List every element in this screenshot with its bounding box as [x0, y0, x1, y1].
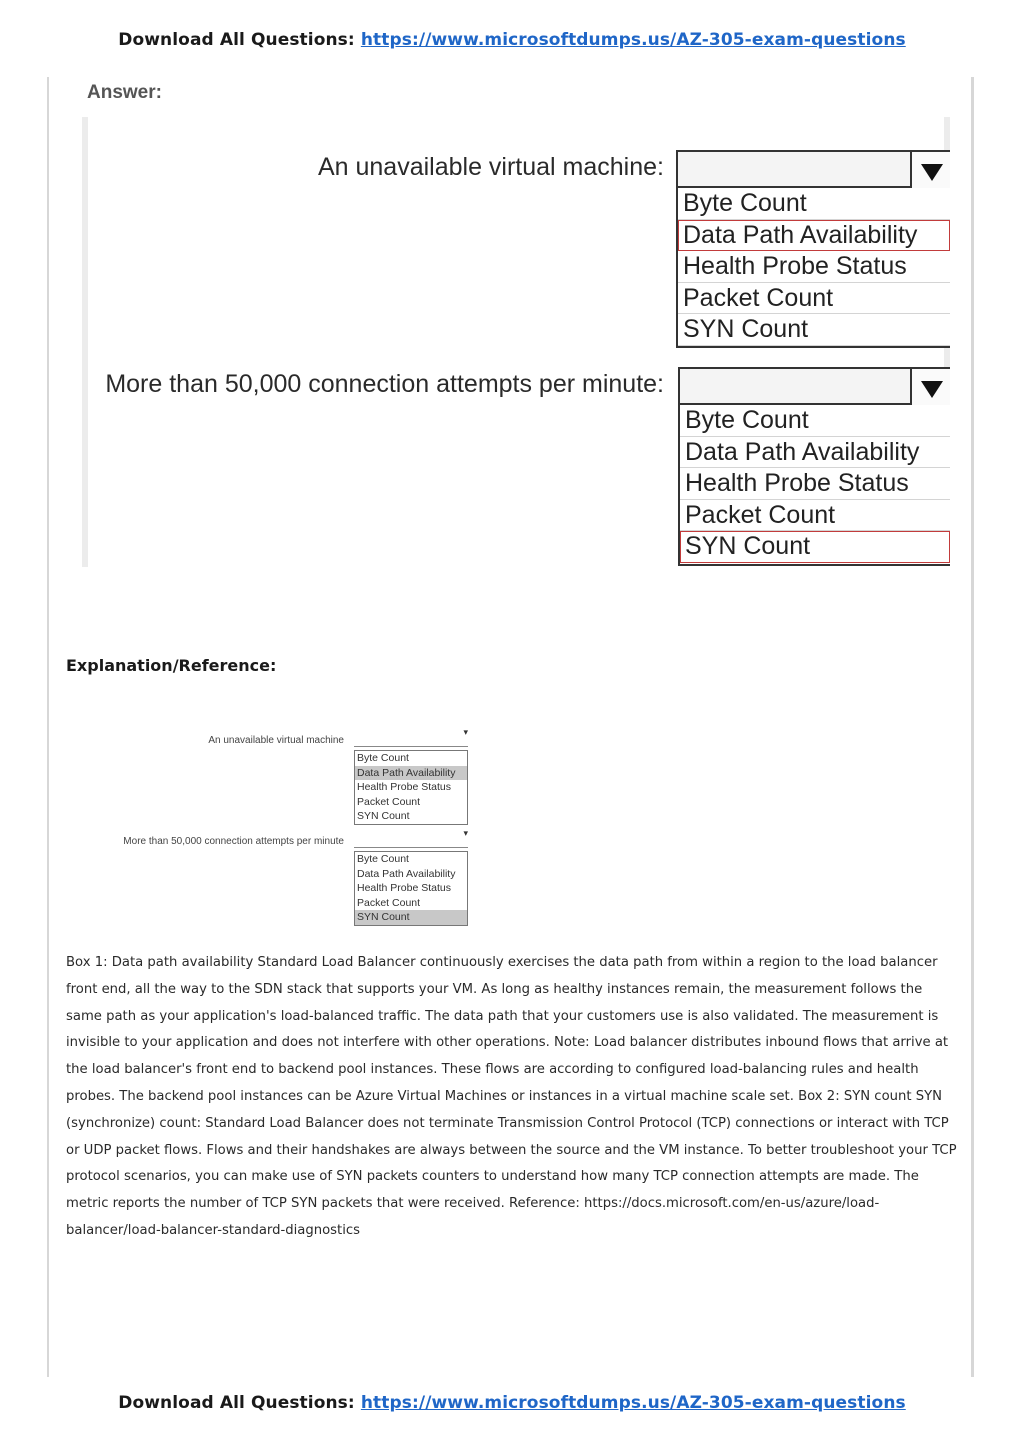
option-syn-count[interactable]: SYN Count	[678, 314, 950, 346]
right-border	[971, 77, 974, 1377]
chevron-down-icon[interactable]	[910, 369, 950, 405]
explanation-question-2-dropdown	[354, 832, 468, 848]
option-syn-count-selected: SYN Count	[355, 910, 467, 925]
explanation-image	[82, 727, 472, 927]
explanation-question-1-dropdown	[354, 731, 468, 747]
option-packet-count[interactable]: Packet Count	[678, 283, 950, 315]
question-2-dropdown[interactable]	[678, 367, 950, 405]
option-byte-count[interactable]: Byte Count	[678, 188, 950, 220]
explanation-text: Box 1: Data path availability Standard Load Balancer continuously exercises the data path from within a region to the load balancer front end, all the way to the SDN stack that supports your VM. As long as healthy instances remain, the measurement follows the same path as your application's load-balanced traffic. The data path that your customers use is also validated. The measurement is invisible to your application and does not interfere with other operations. Note: Load balancer distributes inbound flows that arrive at the load balancer's front end to backend pool instances. These flows are according to configured load-balancing rules and health probes. The backend pool instances can be Azure Virtual Machines or instances in a virtual machine scale set. Box 2: SYN count SYN (synchronize) count: Standard Load Balancer does not terminate Transmission Control Protocol (TCP) connections or interact with TCP or UDP packet flows. Flows and their handshakes are always between the source and the VM instance. To better troubleshoot your TCP protocol scenarios, you can make use of SYN packets counters to understand how many TCP connection attempts are made. The metric reports the number of TCP SYN packets that were received. Reference: https://docs.microsoft.com/en-us/azure/load-balancer/load-balancer-standard-diagnostics	[66, 955, 957, 1238]
page-header	[0, 30, 1024, 50]
header-download-link[interactable]: https://www.microsoftdumps.us/AZ-305-exam-questions	[360, 30, 906, 50]
page-footer	[0, 1393, 1024, 1413]
option-health-probe-status[interactable]: Health Probe Status	[678, 251, 950, 283]
header-prefix: Download All Questions:	[118, 30, 355, 50]
footer-prefix: Download All Questions:	[118, 1393, 355, 1413]
question-1-label: An unavailable virtual machine:	[317, 153, 664, 181]
option-packet-count: Packet Count	[357, 795, 421, 808]
option-health-probe-status: Health Probe Status	[357, 882, 451, 895]
explanation-question-1-label: An unavailable virtual machine	[208, 735, 344, 746]
option-data-path-availability-selected[interactable]: Data Path Availability	[678, 220, 950, 252]
chevron-down-icon[interactable]	[910, 152, 950, 188]
explanation-question-1-options	[354, 750, 468, 825]
option-packet-count[interactable]: Packet Count	[680, 500, 950, 532]
left-border	[47, 77, 49, 1377]
explanation-question-2-label: More than 50,000 connection attempts per minute	[123, 836, 344, 847]
option-health-probe-status[interactable]: Health Probe Status	[680, 468, 950, 500]
answer-image	[82, 117, 950, 567]
option-data-path-availability: Data Path Availability	[357, 867, 456, 880]
answer-label: Answer:	[87, 82, 162, 103]
question-1-dropdown[interactable]	[676, 150, 950, 188]
question-2-options	[678, 405, 950, 566]
option-byte-count: Byte Count	[357, 752, 409, 764]
option-health-probe-status: Health Probe Status	[357, 781, 451, 794]
option-byte-count: Byte Count	[357, 853, 409, 865]
question-2-label: More than 50,000 connection attempts per minute:	[105, 370, 664, 398]
option-data-path-availability[interactable]: Data Path Availability	[680, 437, 950, 469]
question-1-options	[676, 188, 950, 348]
explanation-question-2-options	[354, 851, 468, 926]
option-data-path-availability-selected: Data Path Availability	[355, 766, 467, 781]
option-syn-count-selected[interactable]: SYN Count	[680, 531, 950, 563]
option-byte-count[interactable]: Byte Count	[680, 405, 950, 437]
option-packet-count: Packet Count	[357, 896, 421, 909]
explanation-label: Explanation/Reference:	[66, 656, 277, 675]
footer-download-link[interactable]: https://www.microsoftdumps.us/AZ-305-exam-questions	[360, 1393, 906, 1413]
option-syn-count: SYN Count	[357, 810, 410, 823]
